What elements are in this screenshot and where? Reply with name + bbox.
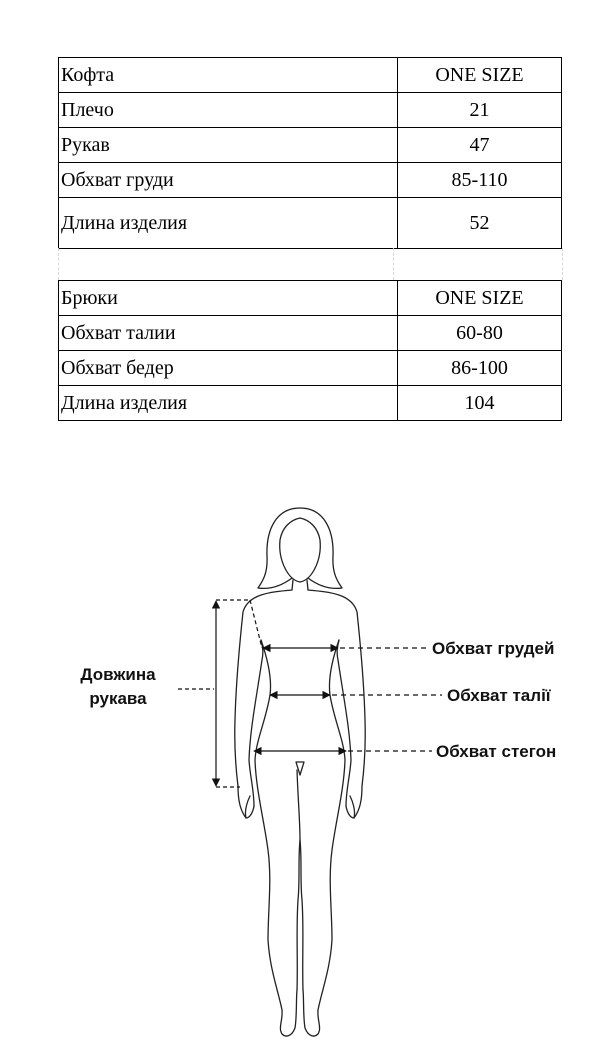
body-silhouette-icon bbox=[235, 508, 366, 1036]
table-cell: Обхват бедер bbox=[59, 351, 398, 386]
measurement-figure bbox=[0, 490, 600, 1050]
sleeve-label-line2: рукава bbox=[89, 689, 147, 708]
sleeve-label-line1: Довжина bbox=[80, 665, 156, 684]
table-cell: Плечо bbox=[59, 93, 398, 128]
table-cell: Рукав bbox=[59, 128, 398, 163]
waist-label: Обхват талії bbox=[447, 686, 551, 705]
table-row bbox=[59, 351, 562, 386]
table-cell: Брюки bbox=[59, 281, 398, 316]
gap-gridline bbox=[58, 248, 59, 280]
table-cell: 85-110 bbox=[398, 163, 562, 198]
table-cell: 86-100 bbox=[398, 351, 562, 386]
table-row bbox=[59, 316, 562, 351]
table-cell: Длина изделия bbox=[59, 198, 398, 249]
table-row bbox=[59, 93, 562, 128]
table-row bbox=[59, 386, 562, 421]
table-cell: 60-80 bbox=[398, 316, 562, 351]
table-cell: Кофта bbox=[59, 58, 398, 93]
table-cell: Длина изделия bbox=[59, 386, 398, 421]
chest-label: Обхват грудей bbox=[432, 639, 555, 658]
table-cell: ONE SIZE bbox=[398, 58, 562, 93]
table-cell: Обхват талии bbox=[59, 316, 398, 351]
table-cell: 47 bbox=[398, 128, 562, 163]
gap-gridline bbox=[562, 248, 563, 280]
table-cell: 104 bbox=[398, 386, 562, 421]
table-row bbox=[59, 163, 562, 198]
gap-gridline bbox=[393, 248, 394, 280]
table-cell: 21 bbox=[398, 93, 562, 128]
table-row bbox=[59, 128, 562, 163]
bottom-size-table bbox=[58, 280, 562, 421]
table-header-row bbox=[59, 281, 562, 316]
table-cell: Обхват груди bbox=[59, 163, 398, 198]
table-row bbox=[59, 198, 562, 249]
table-cell: 52 bbox=[398, 198, 562, 249]
hips-label: Обхват стегон bbox=[436, 742, 557, 761]
top-size-table bbox=[58, 57, 562, 249]
table-header-row bbox=[59, 58, 562, 93]
table-cell: ONE SIZE bbox=[398, 281, 562, 316]
